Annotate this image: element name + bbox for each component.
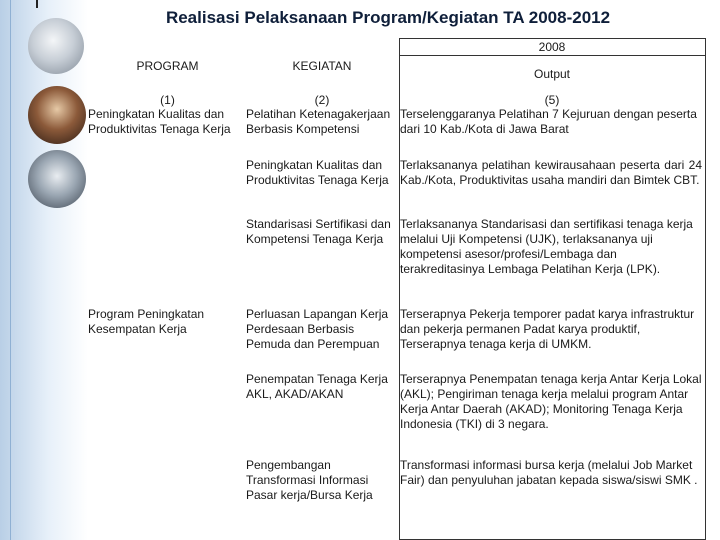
header-year: 2008 (538, 40, 566, 54)
table-cell-kegiatan: Pengembangan Transformasi Informasi Pasar kerja/Bursa Kerja (246, 458, 373, 502)
table-cell-output: Terlaksananya Standarisasi dan sertifikasi tenaga kerja melalui Uji Kompetensi (UJK), terlaksananya uji kompetensi asesor/profesi/Lembaga dan terakreditasinya Lembaga Pelatihan Kerja (LPK). (400, 217, 693, 276)
decorative-sidebar (0, 0, 88, 540)
header-kegiatan: KEGIATAN (292, 59, 352, 73)
column-number-1: (1) (160, 93, 175, 107)
table-cell-kegiatan: Peningkatan Kualitas dan Produktivitas Tenaga Kerja (246, 158, 389, 187)
table-cell-output: Terserapnya Pekerja temporer padat karya infrastruktur dan pekerja permanen Padat karya produktif, Terserapnya tenaga kerja di UMKM. (400, 307, 695, 351)
office-photo-icon (28, 18, 84, 74)
table-cell-kegiatan: Standarisasi Sertifikasi dan Kompetensi Tenaga Kerja (246, 217, 391, 246)
table-cell-kegiatan: Pelatihan Ketenagakerjaan Berbasis Kompetensi (246, 107, 391, 136)
table-border-top (399, 38, 705, 39)
page-title: Realisasi Pelaksanaan Program/Kegiatan TA 2008-2012 (165, 8, 611, 27)
sidebar-line (14, 0, 15, 540)
table-cell-output: Terselenggaranya Pelatihan 7 Kejuruan dengan peserta dari 10 Kab./Kota di Jawa Barat (400, 107, 697, 136)
table-border-year (399, 55, 705, 56)
header-program: PROGRAM (136, 59, 199, 73)
people-photo-icon (28, 150, 86, 208)
table-cell-output: Terlaksananya pelatihan kewirausahaan peserta dari 24 Kab./Kota, Produktivitas usaha mandiri dan Bimtek CBT. (400, 158, 702, 187)
table-border-right (705, 38, 706, 540)
header-output: Output (533, 67, 571, 81)
table-cell-program: Program Peningkatan Kesempatan Kerja (88, 307, 205, 336)
worker-photo-icon (28, 86, 86, 144)
table-cell-program: Peningkatan Kualitas dan Produktivitas Tenaga Kerja (88, 107, 231, 136)
corner-tick (36, 0, 38, 8)
sidebar-line (10, 0, 11, 540)
table-cell-kegiatan: Perluasan Lapangan Kerja Perdesaan Berbasis Pemuda dan Perempuan (246, 307, 389, 351)
table-cell-output: Transformasi informasi bursa kerja (melalui Job Market Fair) dan penyuluhan jabatan kepada siswa/siswi SMK . (400, 458, 698, 487)
table-cell-kegiatan: Penempatan Tenaga Kerja AKL, AKAD/AKAN (246, 372, 388, 401)
column-number-5: (5) (544, 93, 560, 107)
table-cell-output: Terserapnya Penempatan tenaga kerja Antar Kerja Lokal (AKL); Pengiriman tenaga kerja melalui program Antar Kerja Antar Daerah (AKAD); Monitoring Tenaga Kerja Indonesia (TKI) di 3 negara. (400, 372, 702, 431)
column-number-2: (2) (314, 93, 330, 107)
